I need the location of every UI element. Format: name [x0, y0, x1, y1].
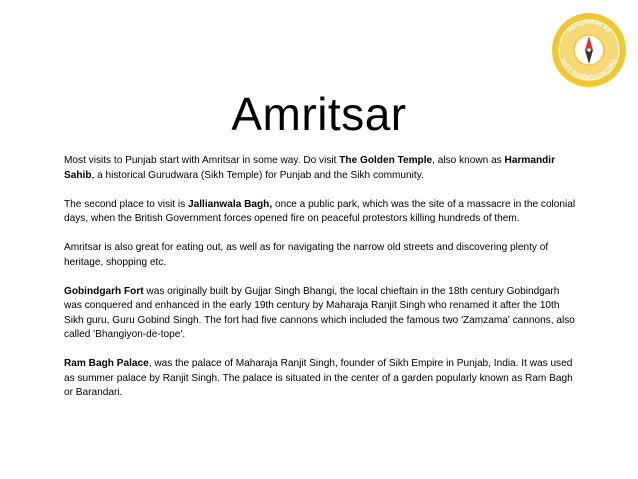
- text-run: once a public park, which was the site of a massacre in the colonial days, when the British Government forces opened fire on peaceful protestors killing hundreds of them.: [64, 198, 576, 224]
- bold-text: Harmandir Sahib: [64, 155, 556, 181]
- paragraph: [64, 241, 576, 270]
- bold-text: The Golden Temple: [339, 155, 433, 166]
- untourists-badge: [550, 11, 628, 89]
- paragraph: [64, 285, 576, 343]
- page-title: Amritsar: [231, 88, 407, 140]
- paragraph: [64, 154, 576, 183]
- badge-ring-text: Handpicked By: [566, 19, 612, 35]
- bold-text: Ram Bagh Palace: [64, 358, 149, 369]
- bold-text: Jallianwala Bagh,: [188, 198, 273, 210]
- text-run: , a historical Gurudwara (Sikh Temple) for Punjab and the Sikh community.: [91, 169, 424, 181]
- text-run: The second place to visit is: [64, 198, 188, 210]
- text-run: , was the palace of Maharaja Ranjit Singh, founder of Sikh Empire in Punjab, India. It was used as summer palace by Ranjit Singh. The palace is situated in the center of a garden popularly known as Ram Bagh or Barandari.: [64, 358, 573, 398]
- text-run: Amritsar is also great for eating out, as well as for navigating the narrow old streets and discovering plenty of heritage, shopping etc.: [64, 242, 549, 268]
- bold-text: Gobindgarh Fort: [64, 285, 144, 297]
- compass-icon: [574, 35, 604, 65]
- paragraph: [64, 198, 576, 227]
- text-run: , also known as: [432, 155, 505, 166]
- paragraph: [64, 357, 576, 401]
- text-run: Most visits to Punjab start with Amritsar in some way. Do visit: [64, 155, 340, 166]
- article-body: [64, 154, 576, 415]
- badge-brand-text: THEUNTOURISTS.COM: [561, 57, 617, 80]
- text-run: was originally built by Gujjar Singh Bhangi, the local chieftain in the 18th century Gobindgarh was conquered and enhanced in the early 19th century by Maharaja Ranjit Singh who renamed it after the 10th Sikh guru, Guru Gobind Singh. The fort had five cannons which included the famous two 'Zamzama' cannons, also called 'Bhangiyon-de-tope'.: [64, 285, 575, 340]
